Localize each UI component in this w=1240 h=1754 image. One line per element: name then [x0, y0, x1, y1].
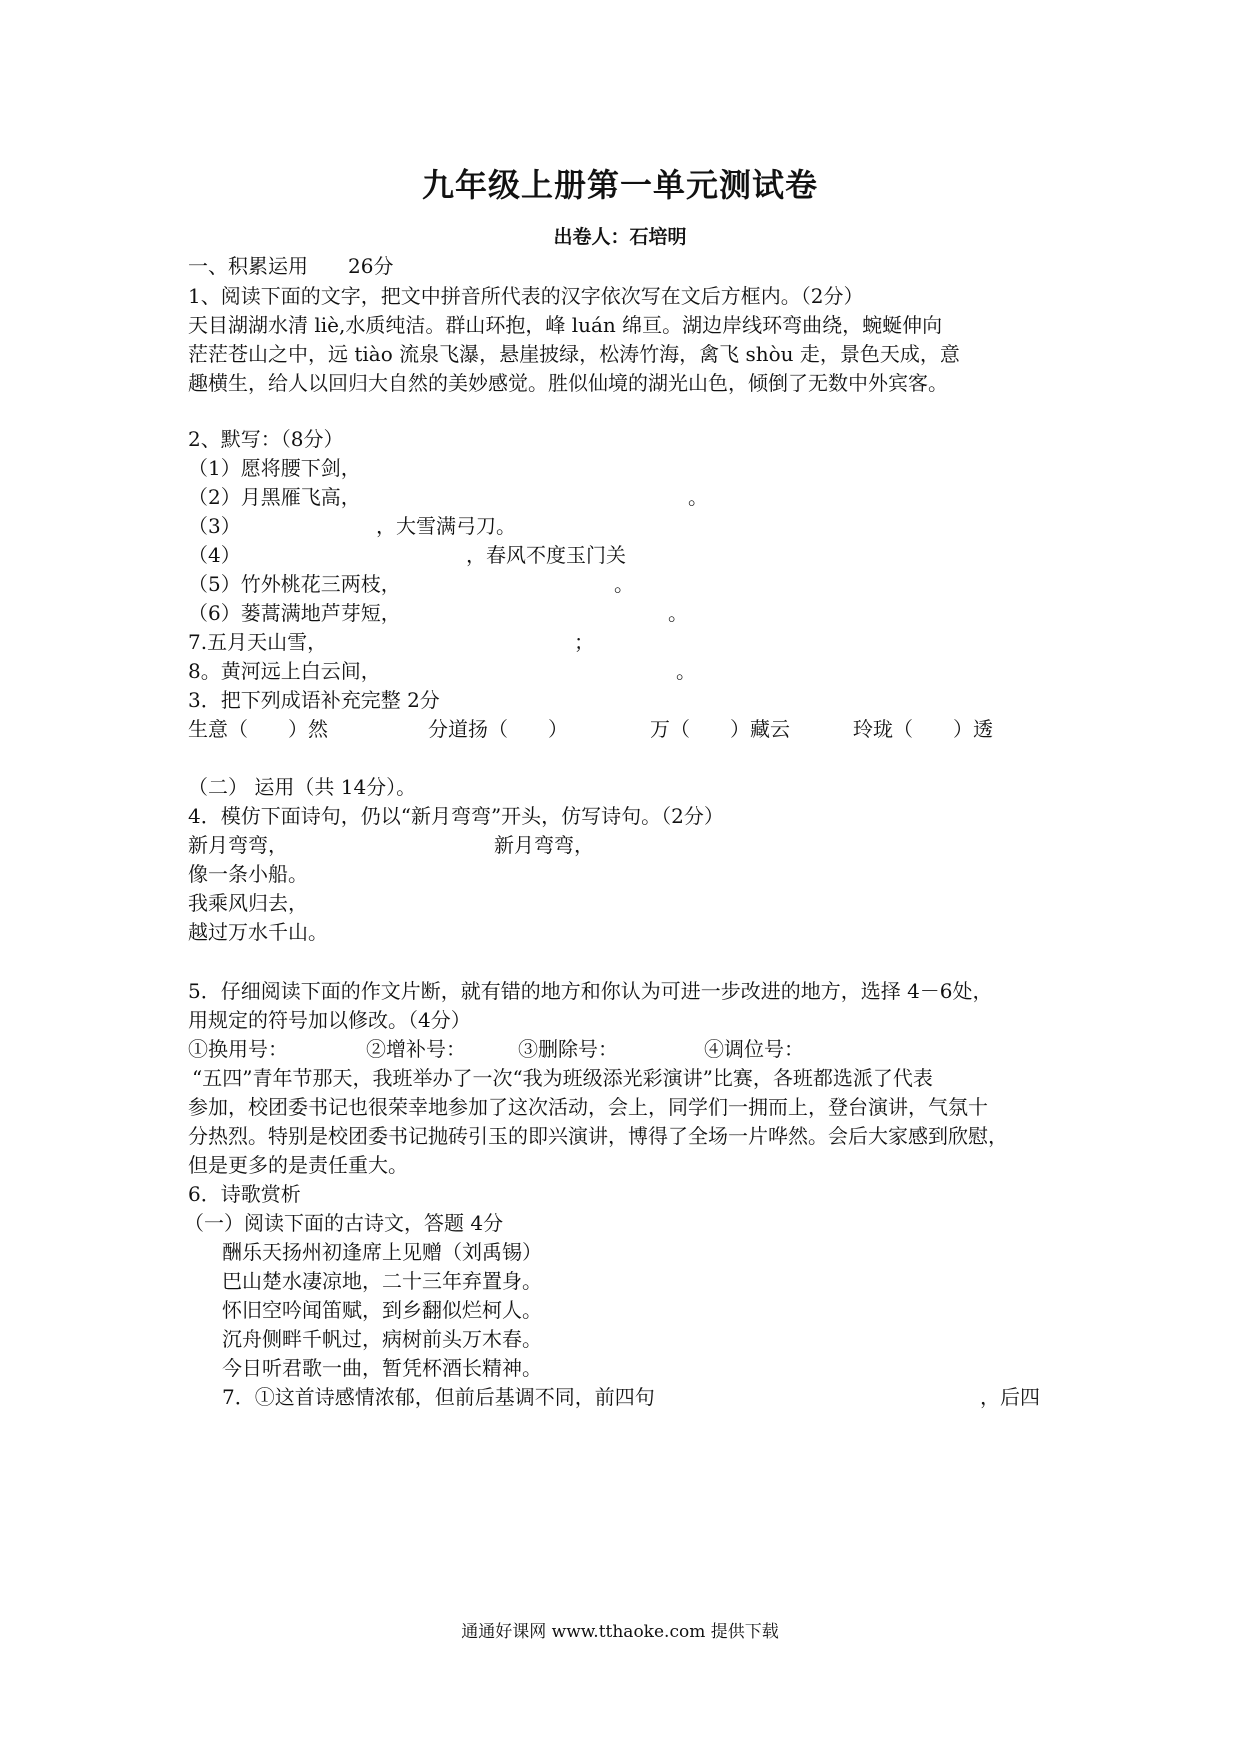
- q2-item-6-suffix: 。: [668, 601, 688, 625]
- section-1-heading: 一、积累运用 26分: [188, 254, 394, 278]
- q2-item-2-suffix: 。: [688, 485, 708, 509]
- q5-prompt-line: 用规定的符号加以修改。（4分）: [188, 1008, 471, 1032]
- q3-idiom: 生意（ ）然: [188, 717, 328, 741]
- q5-passage-line: “五四”青年节那天，我班举办了一次“我为班级添光彩演讲”比赛，各班都选派了代表: [192, 1066, 933, 1090]
- q1-text-line: 茫茫苍山之中，远 tiào 流泉飞瀑，悬崖披绿，松涛竹海，禽飞 shòu 走，景色天成，意: [188, 342, 960, 366]
- q2-item-6-prefix: （6）蒌蒿满地芦芽短，: [188, 601, 401, 625]
- q5-passage-line: 但是更多的是责任重大。: [188, 1153, 408, 1177]
- q3-prompt: 3．把下列成语补充完整 2分: [188, 688, 440, 712]
- author-line: 出卷人：石培明: [553, 226, 687, 248]
- q2-item-7-suffix: ；: [574, 630, 594, 654]
- q1-text-line: 趣横生，给人以回归大自然的美妙感觉。胜似仙境的湖光山色，倾倒了无数中外宾客。: [188, 371, 948, 395]
- q1-prompt: 1、阅读下面的文字，把文中拼音所代表的汉字依次写在文后方框内。（2分）: [188, 284, 864, 308]
- q2-item-5-prefix: （5）竹外桃花三两枝，: [188, 572, 401, 596]
- q2-item-8-suffix: 。: [676, 659, 696, 683]
- q2-item-2-prefix: （2）月黑雁飞高，: [188, 485, 361, 509]
- q2-item-8-prefix: 8。黄河远上白云间，: [188, 659, 381, 683]
- q2-item-3-suffix: ，大雪满弓刀。: [376, 514, 516, 538]
- q5-symbol-label: ①换用号：: [188, 1037, 288, 1061]
- q1-text-line: 天目湖湖水清 liè,水质纯洁。群山环抱，峰 luán 绵亘。湖边岸线环弯曲绕，蜿蜒伸向: [188, 313, 943, 337]
- q2-item-4-prefix: （4）: [188, 543, 241, 567]
- q5-passage-line: 参加，校团委书记也很荣幸地参加了这次活动，会上，同学们一拥而上，登台演讲，气氛十: [188, 1095, 988, 1119]
- poem-line: 今日听君歌一曲，暂凭杯酒长精神。: [222, 1356, 542, 1380]
- q2-item-7-prefix: 7.五月天山雪，: [188, 630, 328, 654]
- q6-subheading: （一）阅读下面的古诗文，答题 4分: [184, 1211, 504, 1235]
- q4-poem-left-start: 新月弯弯，: [188, 833, 288, 857]
- q7-text-left: 7．①这首诗感情浓郁，但前后基调不同，前四句: [222, 1385, 655, 1409]
- q5-passage-line: 分热烈。特别是校团委书记抛砖引玉的即兴演讲，博得了全场一片哗然。会后大家感到欣慰，: [188, 1124, 1008, 1148]
- q2-item-5-suffix: 。: [614, 572, 634, 596]
- poem-line: 沉舟侧畔千帆过，病树前头万木春。: [222, 1327, 542, 1351]
- poem-line: 巴山楚水凄凉地，二十三年弃置身。: [222, 1269, 542, 1293]
- poem-title: 酬乐天扬州初逢席上见赠（刘禹锡）: [222, 1240, 542, 1264]
- page-title: 九年级上册第一单元测试卷: [421, 166, 818, 204]
- q4-prompt: 4．模仿下面诗句，仍以“新月弯弯”开头，仿写诗句。（2分）: [188, 804, 724, 828]
- q7-text-right: ，后四: [980, 1385, 1040, 1409]
- q2-prompt: 2、默写：（8分）: [188, 427, 344, 451]
- q3-idiom: 分道扬（ ）: [428, 717, 568, 741]
- q2-item-1-prefix: （1）愿将腰下剑，: [188, 456, 361, 480]
- q2-item-4-suffix: ，春风不度玉门关: [466, 543, 626, 567]
- q3-idiom: 万（ ）藏云: [650, 717, 790, 741]
- q2-item-3-prefix: （3）: [188, 514, 241, 538]
- q4-poem-line: 越过万水千山。: [188, 920, 328, 944]
- q4-poem-line: 像一条小船。: [188, 862, 308, 886]
- q5-symbol-label: ③删除号：: [518, 1037, 618, 1061]
- q3-idiom: 玲珑（ ）透: [853, 717, 993, 741]
- q5-prompt-line: 5．仔细阅读下面的作文片断，就有错的地方和你认为可进一步改进的地方，选择 4－6处，: [188, 979, 993, 1003]
- q4-poem-line: 我乘风归去，: [188, 891, 308, 915]
- q6-prompt: 6．诗歌赏析: [188, 1182, 301, 1206]
- q4-poem-right-start: 新月弯弯，: [494, 833, 594, 857]
- footer-credit: 通通好课网 www.tthaoke.com 提供下载: [461, 1622, 779, 1642]
- section-2-heading: （二） 运用（共 14分）。: [188, 775, 417, 799]
- poem-line: 怀旧空吟闻笛赋，到乡翻似烂柯人。: [222, 1298, 542, 1322]
- q5-symbol-label: ②增补号：: [366, 1037, 466, 1061]
- q5-symbol-label: ④调位号：: [704, 1037, 804, 1061]
